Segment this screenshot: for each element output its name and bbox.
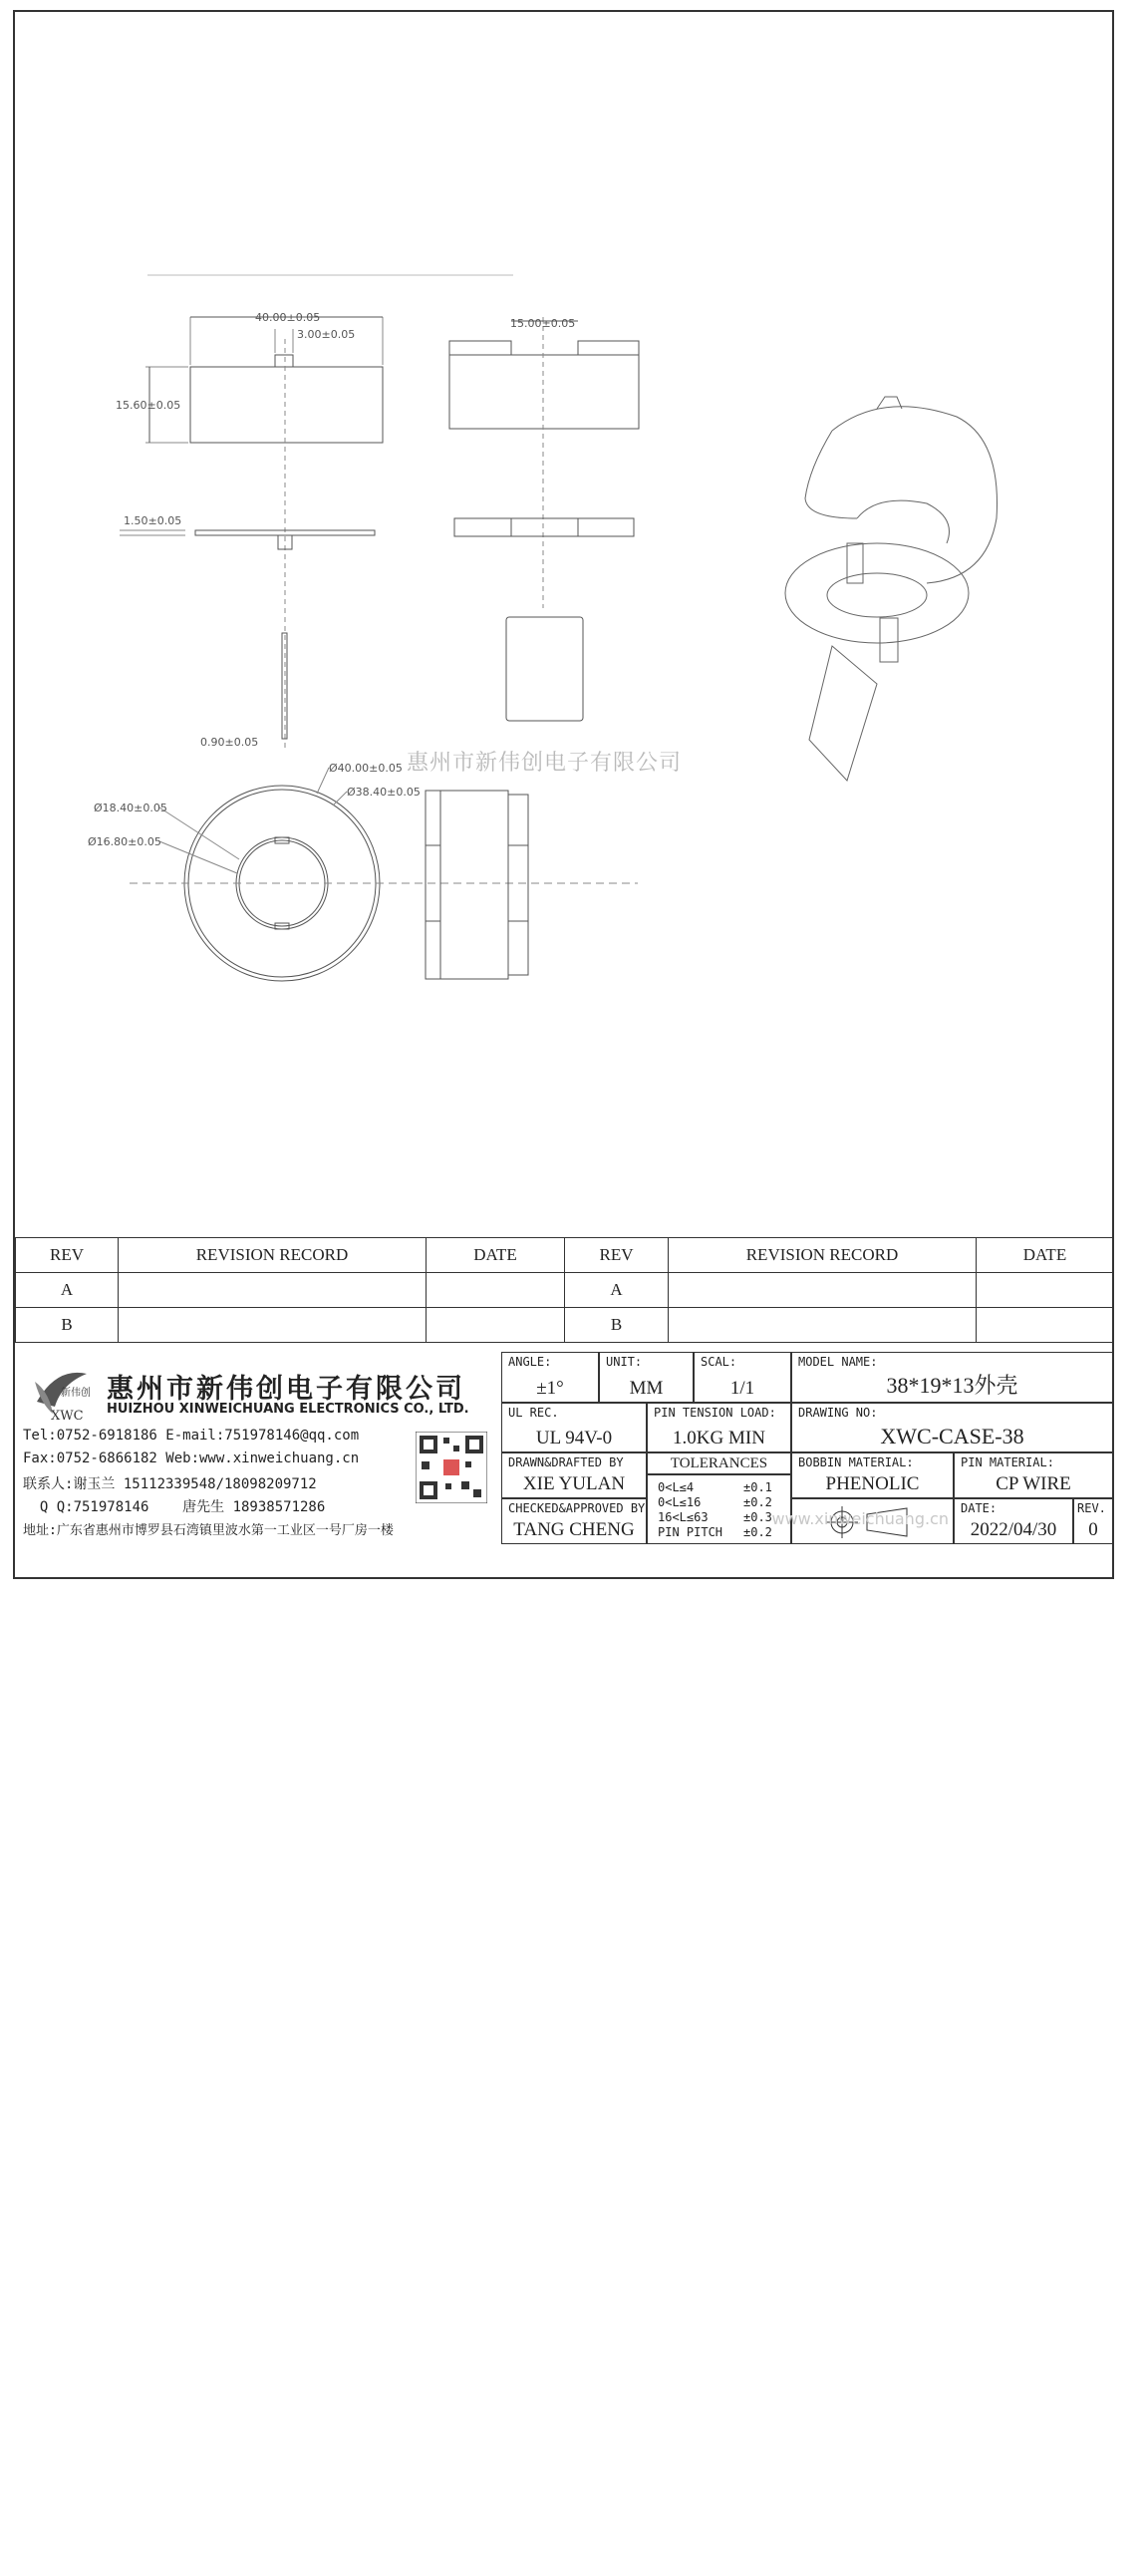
logo-abbr: XWC — [51, 1409, 84, 1424]
table-row — [16, 1273, 1114, 1308]
date-value: 2022/04/30 — [970, 1519, 1057, 1540]
contact-line: Q Q:751978146 唐先生 18938571286 — [23, 1499, 326, 1515]
rev-cell: A — [16, 1273, 119, 1308]
drawing-no-value: XWC-CASE-38 — [880, 1424, 1024, 1449]
contact-line: Tel:0752-6918186 E-mail:751978146@qq.com — [23, 1428, 360, 1444]
projection-symbol-cell — [771, 1498, 954, 1544]
dim-tab-width: 3.00±0.05 — [297, 328, 356, 341]
revision-record-header: REVISION RECORD — [669, 1238, 977, 1273]
date-cell — [977, 1273, 1114, 1308]
revision-header-row — [16, 1238, 1114, 1273]
ring-top-view — [130, 786, 638, 981]
drawn-value: XIE YULAN — [522, 1473, 626, 1494]
isometric-view — [785, 397, 998, 781]
date-header: DATE — [977, 1238, 1114, 1273]
date-header: DATE — [427, 1238, 565, 1273]
dim-plate-thickness: 1.50±0.05 — [124, 514, 182, 527]
company-name-en: HUIZHOU XINWEICHUANG ELECTRONICS CO., LTD. — [107, 1402, 469, 1417]
ul-cell: UL REC. UL 94V-0 — [501, 1403, 647, 1452]
rev-cell: B — [565, 1308, 669, 1343]
rev-cell: B — [16, 1308, 119, 1343]
website-watermark: www.xinweichuang.cn — [771, 1509, 949, 1528]
rev-header: REV — [565, 1238, 669, 1273]
record-cell — [669, 1273, 977, 1308]
checked-cell: CHECKED&APPROVED BY TANG CHENG — [501, 1498, 647, 1544]
tolerances-values-cell: 0<L≤4 ±0.1 0<L≤16 ±0.2 16<L≤63 ±0.3 PIN PITCH ±0.2 — [647, 1474, 791, 1544]
record-cell — [119, 1273, 427, 1308]
dim-hole-dia: Ø18.40±0.05 — [94, 802, 167, 814]
ring-side-view — [426, 791, 528, 979]
drawn-cell: DRAWN&DRAFTED BY XIE YULAN — [501, 1452, 647, 1498]
company-area — [15, 1352, 501, 1577]
scale-value: 1/1 — [729, 1378, 755, 1399]
revision-table — [15, 1237, 1114, 1343]
dim-hole-inner-dia: Ø16.80±0.05 — [88, 835, 161, 848]
rev-header: REV — [16, 1238, 119, 1273]
dim-slot-width: 15.00±0.05 — [510, 317, 576, 330]
title-block — [15, 1352, 1113, 2576]
dim-pin-thickness: 0.90±0.05 — [200, 736, 259, 749]
contact-line: 地址:广东省惠州市博罗县石湾镇里波水第一工业区一号厂房一楼 — [23, 1523, 394, 1538]
qr-code-icon — [416, 1432, 487, 1503]
rev-cell: A — [565, 1273, 669, 1308]
logo-text: 新伟创 — [61, 1388, 91, 1399]
plate-front-view — [120, 530, 375, 739]
dim-height: 15.60±0.05 — [116, 399, 181, 412]
technical-drawing — [0, 0, 1144, 1236]
model-name-cell: MODEL NAME: 38*19*13外壳 — [791, 1352, 1113, 1403]
pin-tension-value: 1.0KG MIN — [673, 1428, 765, 1449]
company-name-cn: 惠州市新伟创电子有限公司 — [107, 1374, 465, 1405]
unit-cell: UNIT: MM — [599, 1352, 694, 1403]
rev-value: 0 — [1088, 1519, 1098, 1540]
plate-side-view — [454, 518, 634, 721]
dim-width-top: 40.00±0.05 — [255, 311, 321, 324]
rev-cell: REV. 0 — [1073, 1498, 1113, 1544]
pin-material-value: CP WIRE — [996, 1473, 1071, 1494]
ul-value: UL 94V-0 — [535, 1428, 613, 1449]
revision-record-header: REVISION RECORD — [119, 1238, 427, 1273]
pin-material-cell: PIN MATERIAL: CP WIRE — [954, 1452, 1113, 1498]
record-cell — [119, 1308, 427, 1343]
record-cell — [669, 1308, 977, 1343]
angle-value: ±1° — [536, 1378, 564, 1399]
dim-outer-dia: Ø40.00±0.05 — [329, 762, 403, 775]
date-cell: DATE: 2022/04/30 — [954, 1498, 1073, 1544]
table-row — [16, 1308, 1114, 1343]
front-view — [145, 317, 383, 748]
model-name-value: 38*19*13外壳 — [886, 1373, 1018, 1398]
contact-line: Fax:0752-6866182 Web:www.xinweichuang.cn — [23, 1450, 360, 1466]
date-cell — [977, 1308, 1114, 1343]
pin-tension-cell: PIN TENSION LOAD: 1.0KG MIN — [647, 1403, 791, 1452]
bobbin-material-cell: BOBBIN MATERIAL: PHENOLIC — [791, 1452, 954, 1498]
date-cell — [427, 1273, 565, 1308]
checked-value: TANG CHENG — [513, 1519, 635, 1540]
contact-line: 联系人:谢玉兰 15112339548/18098209712 — [23, 1476, 317, 1492]
date-cell — [427, 1308, 565, 1343]
dim-inner-outer-dia: Ø38.40±0.05 — [347, 786, 421, 799]
tolerances-header-cell: TOLERANCES — [647, 1452, 791, 1474]
bobbin-material-value: PHENOLIC — [825, 1473, 920, 1494]
company-watermark: 惠州市新伟创电子有限公司 — [407, 751, 683, 776]
unit-value: MM — [629, 1378, 664, 1399]
scale-cell: SCAL: 1/1 — [694, 1352, 791, 1403]
company-logo-icon — [27, 1362, 97, 1428]
drawing-no-cell: DRAWING NO: XWC-CASE-38 — [791, 1403, 1113, 1452]
angle-cell: ANGLE: ±1° — [501, 1352, 599, 1403]
side-view — [449, 317, 639, 608]
